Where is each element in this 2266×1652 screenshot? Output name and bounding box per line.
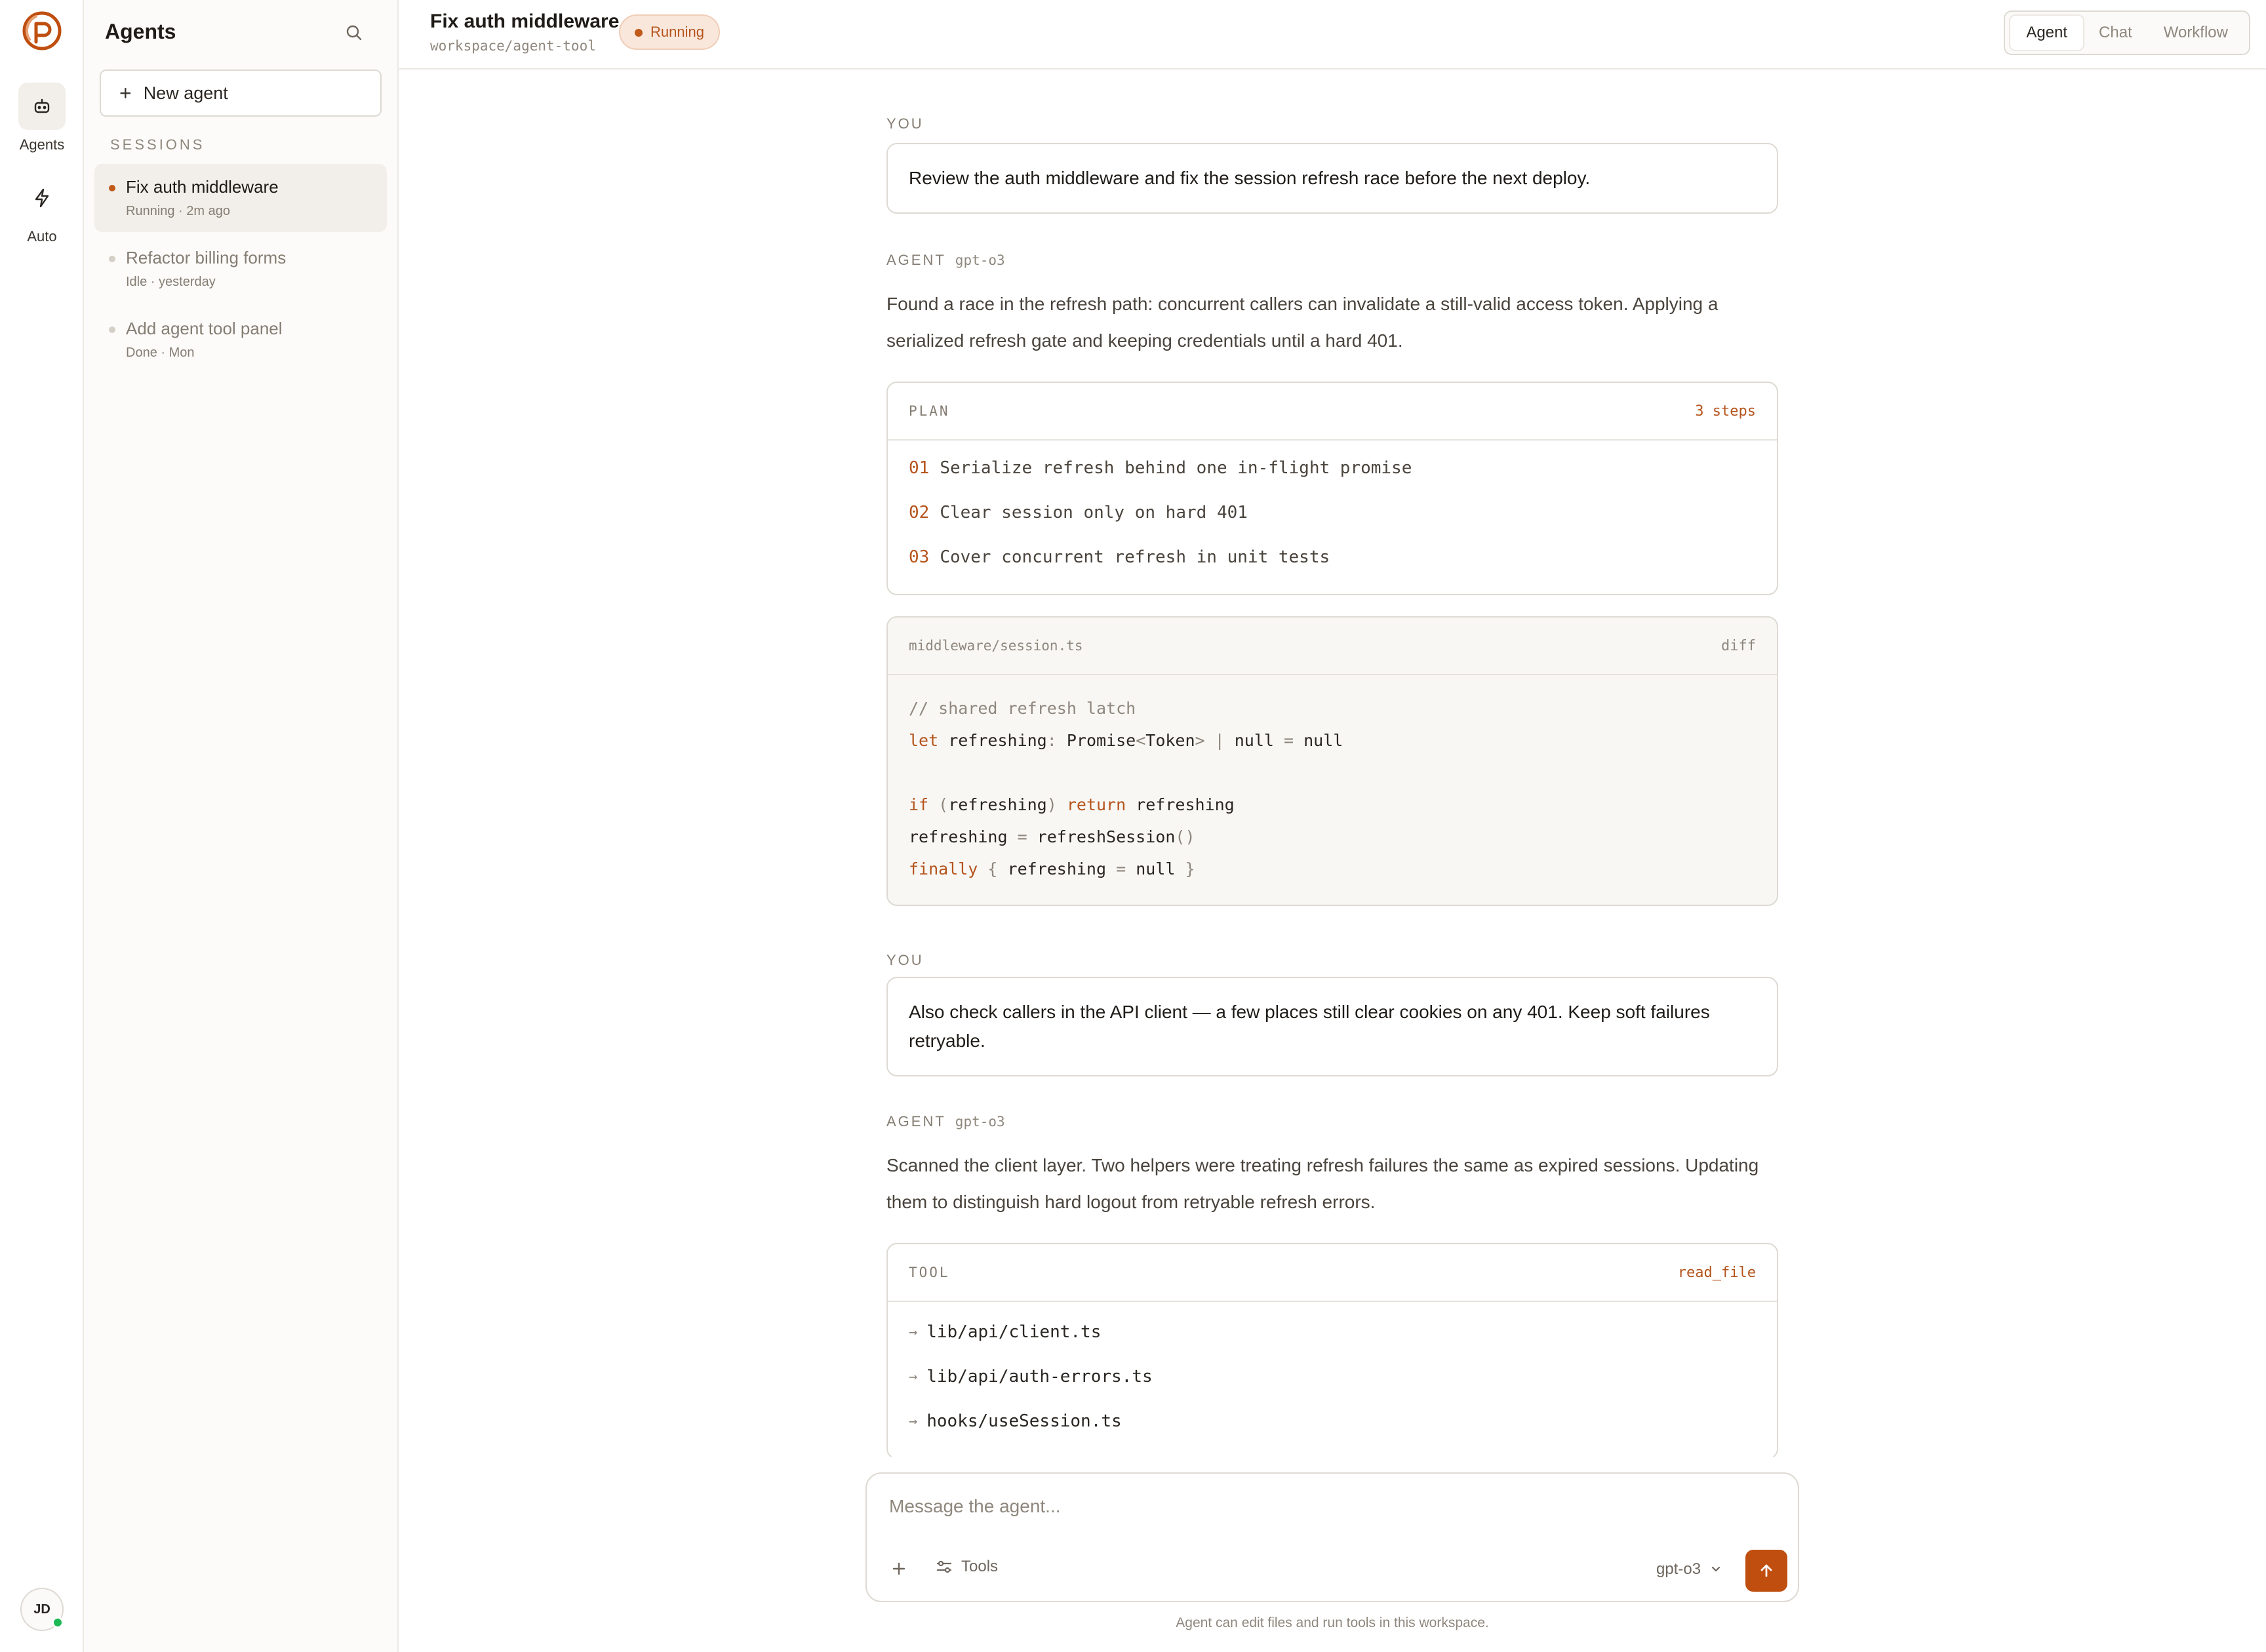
tool-card-header: [888, 1244, 1777, 1302]
chevron-down-icon: [1709, 1562, 1723, 1577]
view-tabs: [2004, 10, 2250, 55]
tab-workflow[interactable]: Workflow: [2163, 24, 2228, 41]
message-role: [886, 252, 1005, 269]
message-input[interactable]: Message the agent...: [889, 1496, 1061, 1516]
session-item-add-agent-tool-panel[interactable]: [94, 305, 387, 374]
rail-label: Auto: [27, 228, 57, 245]
tool-call-card: [886, 1243, 1778, 1459]
code-line: // shared refresh latch: [909, 699, 1136, 718]
user-message: Review the auth middleware and fix the session refresh race before the next deploy.: [886, 143, 1778, 214]
code-token: null: [1234, 731, 1274, 750]
agent-message: Scanned the client layer. Two helpers were treating refresh failures the same as expired sessions. Updating them to distinguish hard logout from retryable refresh errors.: [886, 1155, 1759, 1212]
plan-step: [888, 490, 1777, 535]
session-status-dot: [109, 256, 115, 262]
new-agent-button[interactable]: [100, 69, 382, 117]
sliders-icon: [935, 1558, 953, 1576]
tool-name: read_file: [1677, 1264, 1756, 1281]
status-badge: Running: [619, 14, 720, 50]
code-token: null: [1303, 731, 1343, 750]
composer-footnote: Agent can edit files and run tools in this workspace.: [1176, 1615, 1489, 1630]
agent-message: Found a race in the refresh path: concurrent callers can invalidate a still-valid access token. Applying a serialized refresh gate and keeping credentials until a hard 401.: [886, 294, 1719, 351]
code-line: [909, 789, 1756, 821]
search-icon[interactable]: [344, 22, 365, 43]
code-token: finally: [909, 859, 978, 878]
role-label: AGENT: [886, 1113, 946, 1130]
rail-item-agents[interactable]: [0, 83, 84, 153]
model-selector[interactable]: [1656, 1560, 1723, 1579]
tools-label: Tools: [961, 1558, 999, 1575]
code-token: > |: [1195, 731, 1235, 750]
app-rail: [0, 0, 84, 1652]
rail-agents-button[interactable]: [18, 83, 66, 130]
code-line: [909, 821, 1756, 853]
file-path: hooks/useSession.ts: [926, 1411, 1122, 1431]
file-path: lib/api/auth-errors.ts: [926, 1367, 1153, 1386]
step-number: 03: [909, 547, 930, 567]
session-item-refactor-billing-forms[interactable]: [94, 235, 387, 303]
plan-label: PLAN: [909, 403, 950, 419]
tab-agent[interactable]: Agent: [2010, 16, 2083, 50]
code-line: [909, 853, 1756, 885]
plan-card: [886, 382, 1778, 595]
tool-file-item[interactable]: [888, 1354, 1777, 1399]
code-token: ): [1046, 795, 1067, 814]
code-token: refreshing: [1126, 795, 1235, 814]
step-number: 01: [909, 458, 930, 478]
arrow-up-icon: [1757, 1562, 1776, 1580]
bolt-icon: [31, 187, 52, 208]
workspace-path: workspace/agent-tool: [430, 38, 596, 54]
code-token: refreshing: [938, 731, 1047, 750]
rail-auto-button[interactable]: [18, 174, 66, 222]
rail-label: Agents: [19, 136, 65, 153]
page-header: [399, 0, 2266, 69]
role-label: AGENT: [886, 252, 946, 268]
step-number: 02: [909, 503, 930, 522]
session-item-fix-auth-middleware[interactable]: [94, 164, 387, 232]
step-text: Serialize refresh behind one in-flight promise: [940, 458, 1412, 478]
code-token: }: [1175, 859, 1195, 878]
app-logo-icon[interactable]: [22, 10, 62, 51]
scroll-mask: [879, 1457, 1797, 1472]
session-meta: Running · 2m ago: [126, 204, 230, 218]
code-token: Token: [1145, 731, 1195, 750]
page-title: Fix auth middleware: [430, 10, 620, 32]
sessions-sidebar: [84, 0, 399, 1652]
code-card-header: [888, 618, 1777, 675]
send-button[interactable]: [1745, 1550, 1787, 1592]
model-selected: gpt-o3: [1656, 1560, 1701, 1578]
plan-step: [888, 535, 1777, 580]
sidebar-title: Agents: [105, 20, 176, 43]
plan-count: 3 steps: [1695, 403, 1756, 420]
code-token: refreshing: [909, 827, 1008, 846]
tool-file-item[interactable]: [888, 1399, 1777, 1444]
avatar[interactable]: [20, 1588, 64, 1631]
code-token: :: [1046, 731, 1067, 750]
code-token: Promise: [1066, 731, 1136, 750]
code-token: if: [909, 795, 929, 814]
code-line-blank: [909, 757, 1756, 789]
tool-label: TOOL: [909, 1265, 950, 1280]
tool-file-item[interactable]: [888, 1310, 1777, 1354]
code-body: [888, 675, 1777, 902]
code-token: {: [978, 859, 1008, 878]
code-token: refreshing: [948, 795, 1047, 814]
rail-item-auto[interactable]: [0, 174, 84, 245]
arrow-right-icon: →: [909, 1413, 918, 1430]
tab-chat[interactable]: Chat: [2099, 24, 2132, 41]
code-token: =: [1273, 731, 1304, 750]
code-token: refreshSession: [1037, 827, 1176, 846]
session-title: Fix auth middleware: [126, 177, 279, 197]
message-role: [886, 952, 924, 969]
message-role: [886, 1113, 1005, 1130]
file-name[interactable]: middleware/session.ts: [909, 638, 1083, 654]
code-token: =: [1007, 827, 1037, 846]
file-path: lib/api/client.ts: [926, 1322, 1102, 1342]
code-token: =: [1106, 859, 1136, 878]
code-token: null: [1136, 859, 1176, 878]
session-meta: Done · Mon: [126, 345, 195, 360]
diff-label: diff: [1721, 637, 1756, 654]
avatar-initials: JD: [33, 1602, 50, 1617]
message-role: [886, 115, 924, 132]
message-composer[interactable]: [865, 1472, 1799, 1602]
code-diff-card: [886, 616, 1778, 906]
session-title: Refactor billing forms: [126, 248, 287, 267]
plan-step: [888, 446, 1777, 490]
code-token: refreshing: [1007, 859, 1107, 878]
session-title: Add agent tool panel: [126, 319, 283, 338]
session-meta: Idle · yesterday: [126, 275, 216, 289]
sessions-heading: SESSIONS: [110, 136, 205, 153]
code-token: let: [909, 731, 939, 750]
code-line: [909, 724, 1756, 757]
step-text: Clear session only on hard 401: [940, 503, 1248, 522]
plus-icon: +: [119, 81, 132, 105]
code-token: return: [1066, 795, 1126, 814]
role-label: YOU: [886, 952, 924, 968]
online-status-dot: [52, 1617, 64, 1628]
step-text: Cover concurrent refresh in unit tests: [940, 547, 1330, 567]
code-token: (: [928, 795, 949, 814]
user-message: Also check callers in the API client — a few places still clear cookies on any 401. Keep soft failures retryable.: [886, 977, 1778, 1076]
new-agent-label: New agent: [143, 83, 228, 103]
code-token: (): [1175, 827, 1195, 846]
plan-card-header: [888, 383, 1777, 441]
tools-button[interactable]: [935, 1558, 998, 1576]
arrow-right-icon: →: [909, 1368, 918, 1385]
model-tag: gpt-o3: [955, 252, 1005, 268]
model-tag: gpt-o3: [955, 1114, 1005, 1130]
code-token: <: [1136, 731, 1146, 750]
session-status-dot: [109, 185, 115, 191]
arrow-right-icon: →: [909, 1324, 918, 1341]
role-label: YOU: [886, 115, 924, 132]
session-status-dot: [109, 326, 115, 333]
bot-icon: [32, 96, 52, 116]
add-attachment-icon[interactable]: [888, 1558, 910, 1580]
